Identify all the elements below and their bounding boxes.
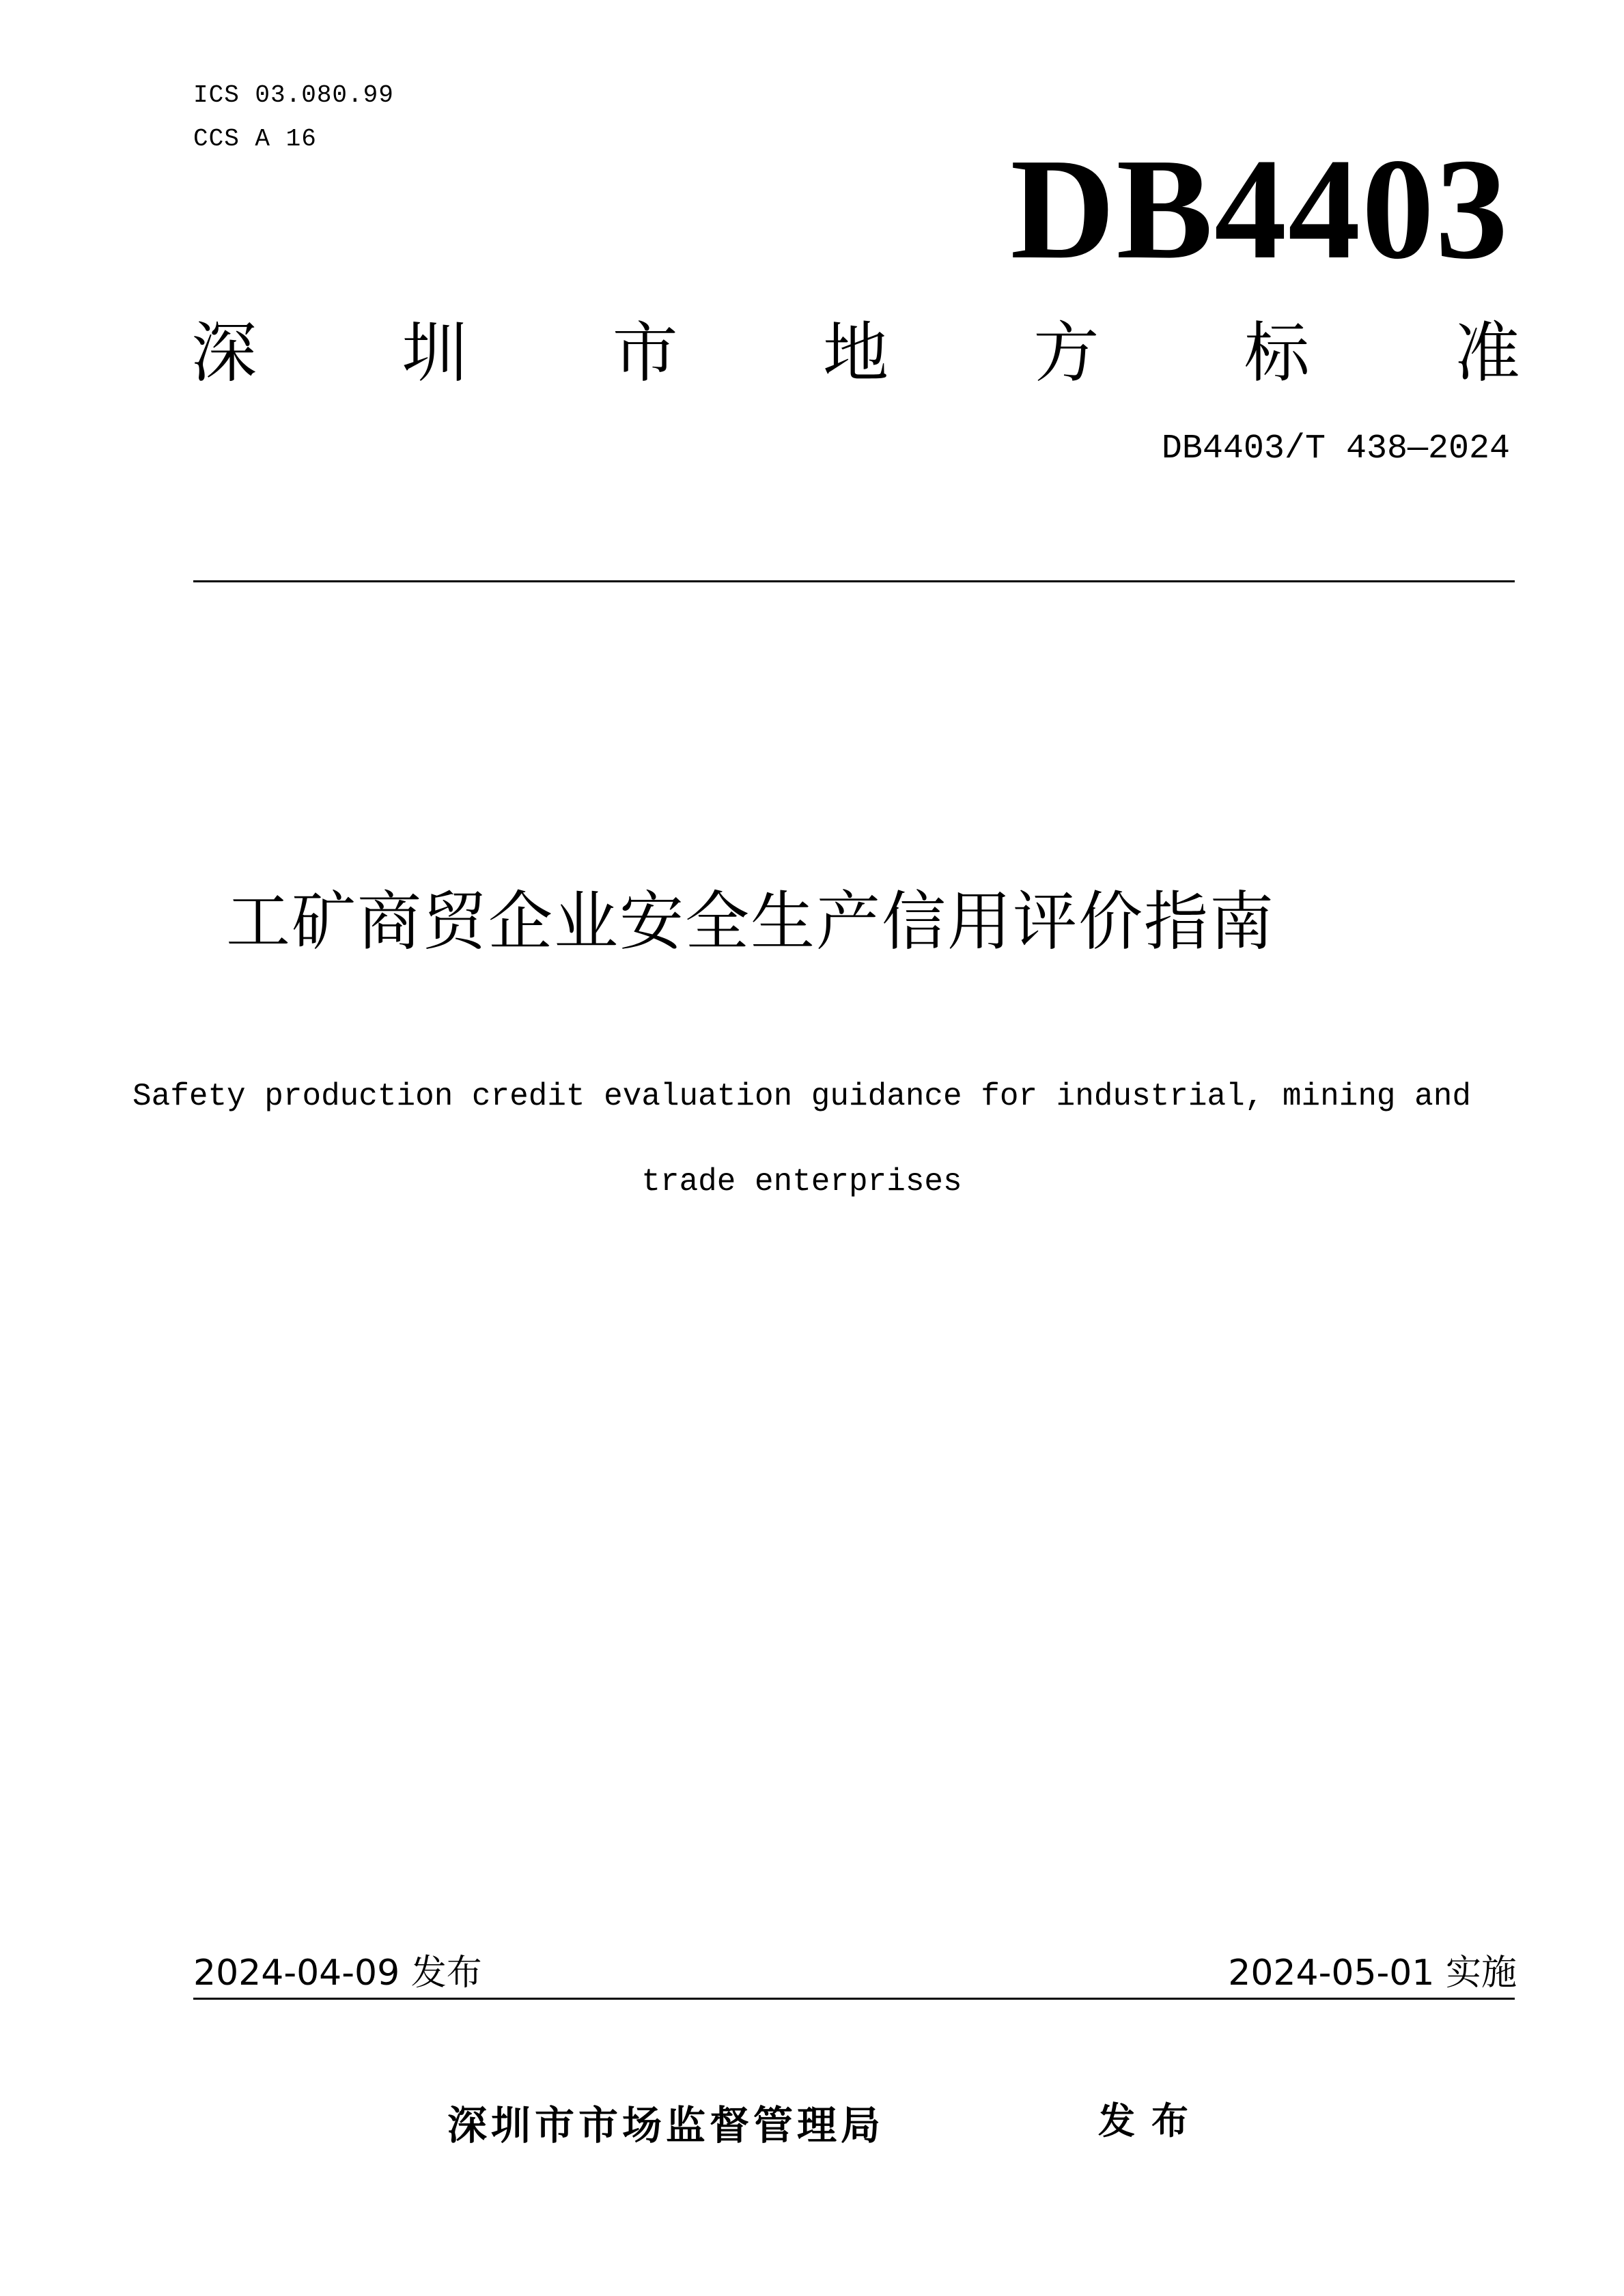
standard-type-char: 标 (1244, 315, 1310, 391)
ics-code: ICS 03.080.99 (193, 81, 394, 109)
standard-type-char: 准 (1454, 315, 1520, 391)
standard-type-char: 深 (191, 315, 257, 391)
ccs-code: CCS A 16 (193, 125, 317, 153)
publish-date: 2024-04-09 发布 (193, 1953, 482, 1994)
standard-number: DB4403/T 438—2024 (1161, 429, 1510, 468)
top-divider (193, 580, 1515, 582)
db-code-mark: DB4403 (1010, 128, 1509, 289)
title-english-line1: Safety production credit evaluation guidance for industrial, mining and (132, 1079, 1471, 1114)
standard-type-char: 地 (822, 315, 888, 391)
issuer-action: 发布 (1098, 2099, 1205, 2142)
bottom-divider (193, 1998, 1515, 2000)
title-english-line2: trade enterprises (641, 1164, 962, 1200)
standard-type (191, 315, 1520, 391)
standard-type-char: 圳 (402, 315, 468, 391)
standard-type-char: 市 (612, 315, 678, 391)
standard-type-char: 方 (1033, 315, 1100, 391)
effective-date: 2024-05-01 实施 (1228, 1953, 1517, 1994)
title-chinese: 工矿商贸企业安全生产信用评价指南 (225, 885, 1275, 959)
issuer-name: 深圳市市场监督管理局 (447, 2102, 885, 2149)
